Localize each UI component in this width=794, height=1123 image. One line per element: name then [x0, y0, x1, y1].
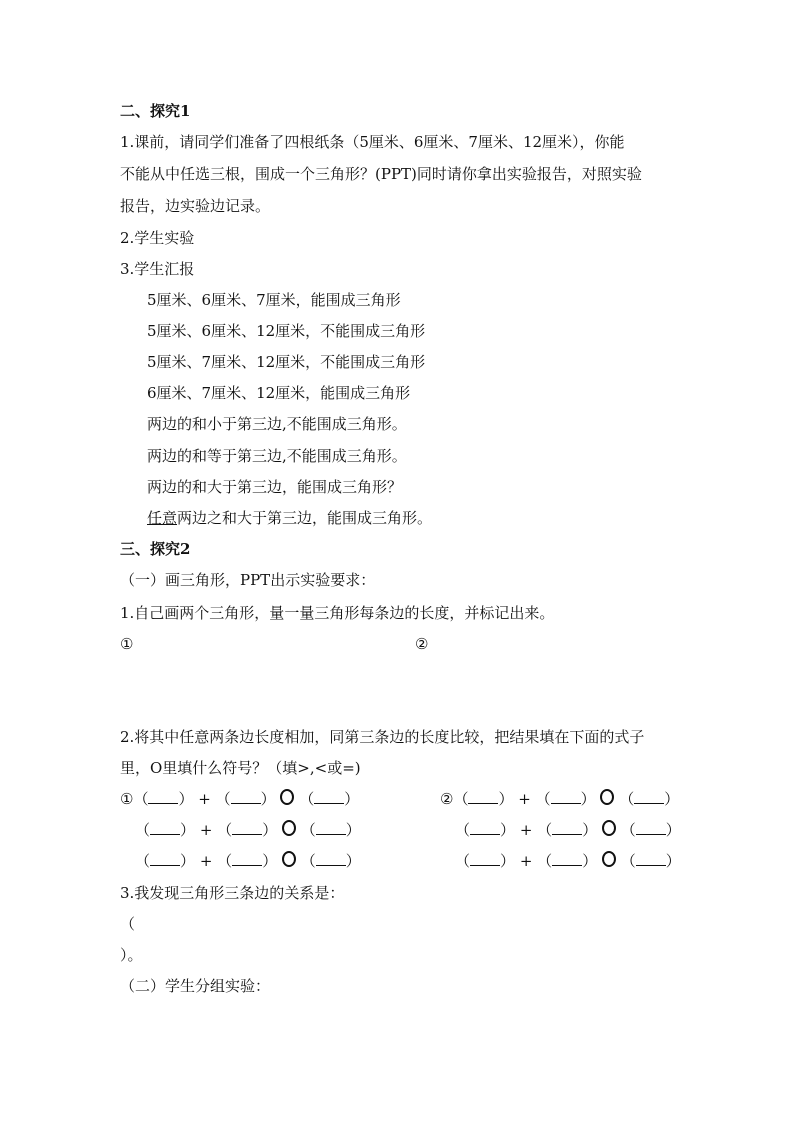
comparison-row: （ ） + （ ） （ ） [135, 852, 361, 870]
comparison-row: （ ） + （ ） （ ） [455, 852, 681, 870]
triangle-2-label: ② [415, 635, 429, 653]
answer-blank[interactable] [231, 789, 261, 804]
group-2-label: ② [440, 790, 454, 808]
report-line: 两边的和小于第三边,不能围成三角形。 [147, 415, 407, 433]
answer-blank[interactable] [150, 851, 180, 866]
comparison-row: ①（ ） + （ ） （ ） [120, 790, 360, 808]
answer-blank[interactable] [552, 820, 582, 835]
answer-blank[interactable] [316, 820, 346, 835]
task-line: 2.将其中任意两条边长度相加，同第三条边的长度比较，把结果填在下面的式子 [120, 728, 645, 746]
paragraph-line: 1.课前，请同学们准备了四根纸条（5厘米、6厘米、7厘米、12厘米），你能 [120, 133, 625, 151]
answer-blank[interactable] [470, 851, 500, 866]
conclusion-line [147, 508, 432, 528]
task-line: 1.自己画两个三角形，量一量三角形每条边的长度，并标记出来。 [120, 604, 555, 622]
comparison-row: （ ） + （ ） （ ） [455, 821, 681, 839]
paragraph-line: 3.学生汇报 [120, 260, 195, 278]
comparison-row: （ ） + （ ） （ ） [135, 821, 361, 839]
report-line: 5厘米、6厘米、7厘米，能围成三角形 [147, 291, 401, 309]
conclusion-underlined: 任意 [147, 509, 178, 527]
subheading: （一）画三角形，PPT出示实验要求： [120, 571, 376, 589]
comparison-circle[interactable] [602, 820, 616, 836]
comparison-circle[interactable] [282, 820, 296, 836]
answer-blank[interactable] [314, 789, 344, 804]
comparison-circle[interactable] [602, 851, 616, 867]
section-heading-explore-2: 三、探究2 [120, 540, 191, 558]
triangle-1-label: ① [120, 635, 134, 653]
comparison-circle[interactable] [282, 851, 296, 867]
report-line: 两边的和等于第三边,不能围成三角形。 [147, 447, 407, 465]
answer-blank[interactable] [470, 820, 500, 835]
paragraph-line: 2.学生实验 [120, 229, 195, 247]
task-line: 3.我发现三角形三条边的关系是： [120, 884, 345, 902]
report-line: 5厘米、7厘米、12厘米，不能围成三角形 [147, 353, 426, 371]
comparison-row: ②（ ） + （ ） （ ） [440, 790, 680, 808]
paragraph-line: 报告，边实验边记录。 [120, 197, 271, 215]
subheading: （二）学生分组实验： [120, 977, 271, 995]
report-line: 两边的和大于第三边，能围成三角形？ [147, 478, 403, 496]
answer-blank[interactable] [316, 851, 346, 866]
answer-blank[interactable] [552, 851, 582, 866]
answer-blank[interactable] [636, 851, 666, 866]
comparison-circle[interactable] [600, 789, 614, 805]
answer-blank[interactable] [468, 789, 498, 804]
answer-blank[interactable] [636, 820, 666, 835]
answer-blank[interactable] [232, 820, 262, 835]
answer-blank[interactable] [148, 789, 178, 804]
group-1-label: ① [120, 790, 134, 808]
answer-blank[interactable] [634, 789, 664, 804]
answer-blank[interactable] [150, 820, 180, 835]
paragraph-line: 不能从中任选三根，围成一个三角形？(PPT)同时请你拿出实验报告，对照实验 [120, 165, 642, 183]
report-line: 5厘米、6厘米、12厘米，不能围成三角形 [147, 322, 426, 340]
open-paren: （ [120, 915, 136, 933]
task-line: 里，O里填什么符号？（填>,<或=) [120, 759, 361, 777]
section-heading-explore-1: 二、探究1 [120, 102, 191, 120]
close-paren: ）。 [120, 946, 143, 964]
answer-blank[interactable] [551, 789, 581, 804]
answer-blank[interactable] [232, 851, 262, 866]
comparison-circle[interactable] [280, 789, 294, 805]
conclusion-text: 两边之和大于第三边，能围成三角形。 [177, 509, 433, 527]
report-line: 6厘米、7厘米、12厘米，能围成三角形 [147, 384, 411, 402]
